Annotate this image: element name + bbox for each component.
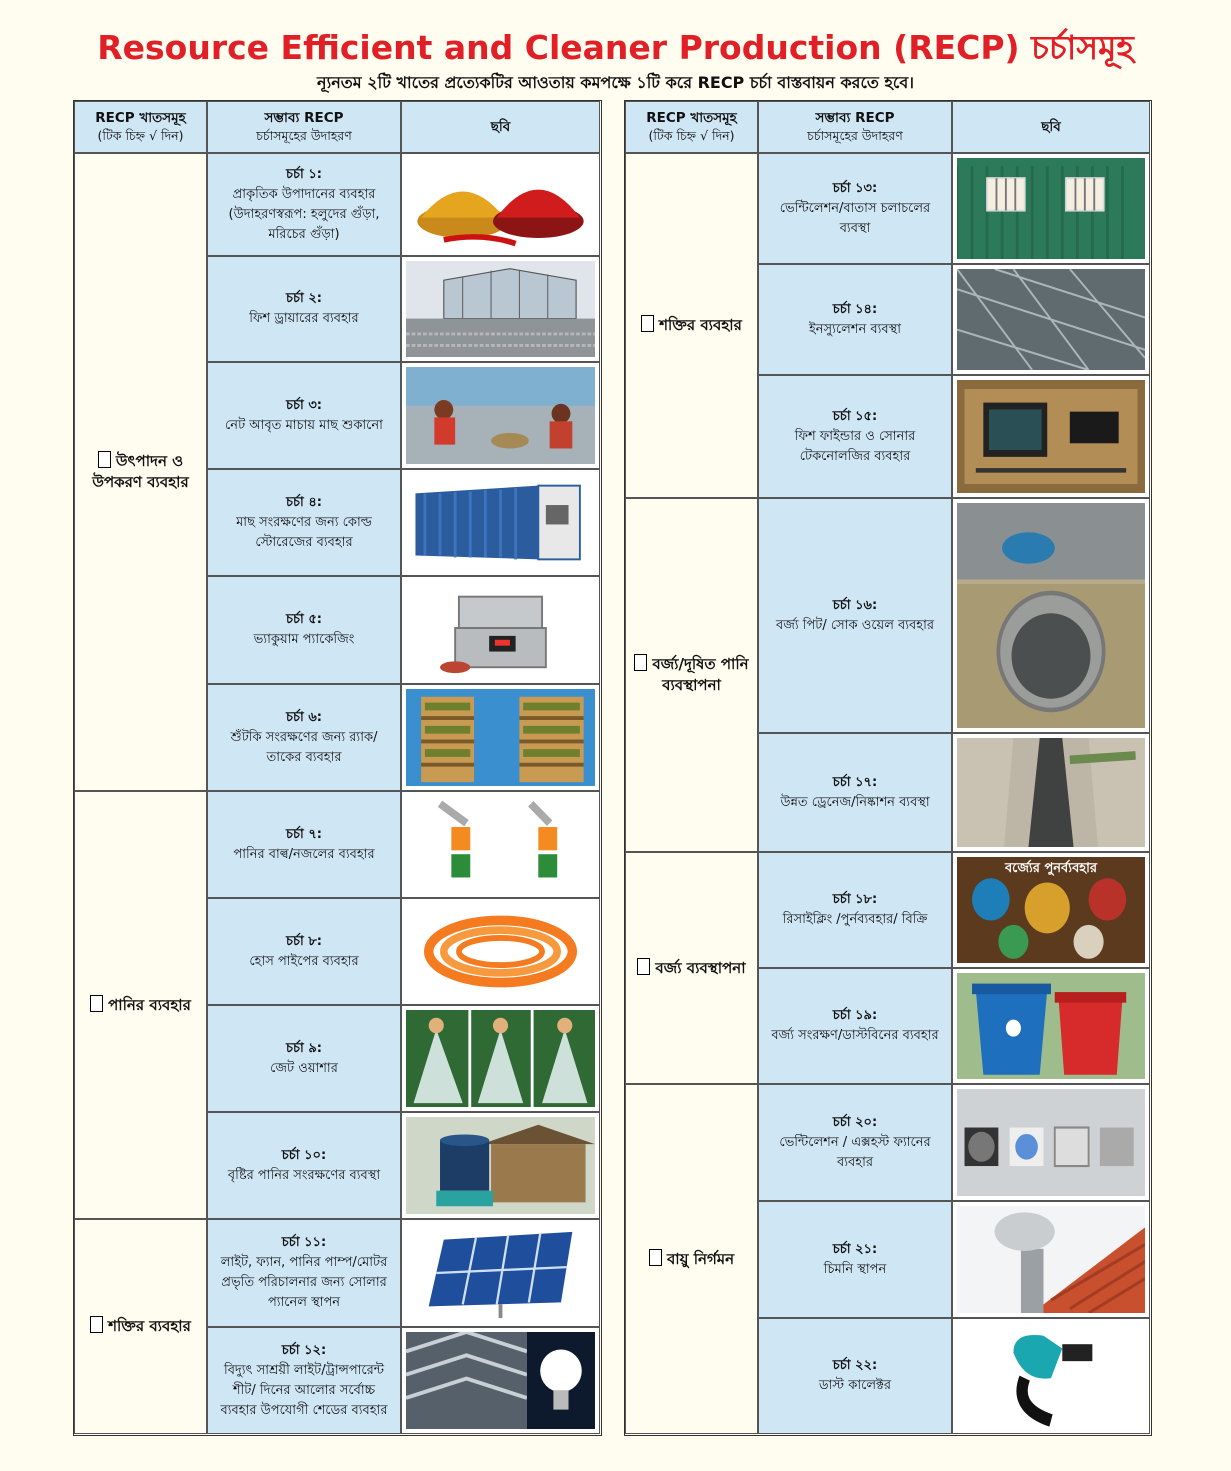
fish-dryer-image [401, 256, 600, 362]
chimney-image [952, 1201, 1150, 1318]
practice-cell [207, 1005, 401, 1112]
sector-cell-production [74, 153, 207, 791]
sector-header-title: RECP খাতসমূহ [646, 110, 737, 126]
practice-description: নেট আবৃত মাচায় মাছ শুকানো [225, 417, 383, 433]
solar-panel-image [401, 1219, 600, 1327]
practice-number: চর্চা ১৫: [832, 408, 878, 424]
practice-cell [207, 898, 401, 1005]
practice-cell [758, 1084, 952, 1201]
practice-cell [207, 153, 401, 256]
vacuum-packager-image [401, 576, 600, 684]
storage-rack-image [401, 684, 600, 791]
practice-description: জেট ওয়াশার [270, 1060, 338, 1076]
practice-number: চর্চা ১৮: [832, 892, 878, 907]
practice-number: চর্চা ২: [286, 291, 322, 306]
example-header-sub: চর্চাসমূহের উদাহরণ [256, 128, 352, 143]
practice-cell [207, 469, 401, 576]
practice-cell [207, 1219, 401, 1327]
sector-label: বর্জ্য ব্যবস্থাপনা [655, 958, 746, 977]
soak-well-image [952, 498, 1150, 733]
rain-water-tank-image [401, 1112, 600, 1219]
practice-description: বৃষ্টির পানির সংরক্ষণের ব্যবস্থা [227, 1167, 381, 1183]
practice-description: মাছ সংরক্ষণের জন্য কোল্ড স্টোরেজের ব্যবহার [236, 514, 372, 550]
sector-cell-water [74, 791, 207, 1219]
image-header [952, 101, 1150, 153]
practice-description: ভ্যাকুয়াম প্যাকেজিং [253, 632, 355, 647]
practice-description: ইনস্যুলেশন ব্যবস্থা [809, 321, 901, 337]
image-header [401, 101, 600, 153]
practice-cell [207, 576, 401, 684]
practice-description: হোস পাইপের ব্যবহার [249, 953, 359, 969]
practice-number: চর্চা ৮: [286, 933, 322, 949]
sector-label: বর্জ্য/দূষিত পানি ব্যবস্থাপনা [652, 655, 749, 694]
image-caption: বর্জ্যের পুনর্ব্যবহার [1004, 861, 1098, 876]
practice-cell [207, 256, 401, 362]
practice-cell [758, 1201, 952, 1318]
practice-description: লাইট, ফ্যান, পানির পাম্প/মোটর প্রভৃতি পরিচালনার জন্য সোলার প্যানেল স্থাপন [220, 1255, 388, 1310]
practice-number: চর্চা ৭: [286, 826, 322, 842]
cold-storage-image [401, 469, 600, 576]
practice-number: চর্চা ১৬: [832, 597, 878, 613]
practice-description: প্রাকৃতিক উপাদানের ব্যবহার (উদাহরণস্বরূপ: হলুদের গুঁড়া, মরিচের গুঁড়া) [228, 186, 380, 242]
practice-number: চর্চা ৫: [286, 612, 322, 627]
net-drying-image [401, 362, 600, 469]
practice-number: চর্চা ১৩: [832, 180, 878, 196]
practice-description: বর্জ্য সংরক্ষণ/ডাস্টবিনের ব্যবহার [771, 1028, 939, 1043]
example-header-title: সম্ভাব্য RECP [815, 110, 895, 126]
sector-label: উৎপাদন ও উপকরণ ব্যবহার [92, 452, 189, 491]
sector-label: শক্তির ব্যবহার [108, 1317, 191, 1335]
practice-cell [758, 264, 952, 375]
tick-checkbox[interactable] [637, 958, 650, 975]
practice-number: চর্চা ২২: [832, 1358, 878, 1373]
dust-collector-image [952, 1318, 1150, 1434]
practice-cell [207, 791, 401, 898]
hose-pipe-image [401, 898, 600, 1005]
tick-checkbox[interactable] [98, 451, 111, 468]
sector-header-sub: (টিক চিহ্ন √ দিন) [648, 128, 735, 143]
sector-cell-waste [625, 852, 758, 1084]
practice-number: চর্চা ১২: [281, 1342, 327, 1358]
practice-cell [207, 1327, 401, 1434]
practice-number: চর্চা ৪: [286, 494, 322, 510]
example-header-title: সম্ভাব্য RECP [264, 110, 344, 126]
practice-description: রিসাইক্লিং /পুর্নব্যবহার/ বিক্রি [782, 912, 928, 927]
practice-description: বিদ্যুৎ সাশ্রয়ী লাইট/ট্রান্সপারেন্ট শীট/ দিনের আলোর সর্বোচ্চ ব্যবহার উপযোগী শেডের ব্যবহার [220, 1362, 388, 1418]
insulation-roof-image [952, 264, 1150, 375]
right-recp-table [624, 100, 1152, 1436]
practice-description: বর্জ্য পিট/ সোক ওয়েল ব্যবহার [775, 617, 935, 633]
spice-powder-image [401, 153, 600, 256]
practice-cell [758, 968, 952, 1084]
practice-number: চর্চা ২১: [832, 1241, 878, 1257]
sector-header [74, 101, 207, 153]
jet-washer-image [401, 1005, 600, 1112]
ventilation-window-image [952, 153, 1150, 264]
practice-description: পানির বাল্ব/নজলের ব্যবহার [233, 846, 375, 862]
practice-cell [758, 498, 952, 733]
practice-cell [758, 852, 952, 968]
example-header [207, 101, 401, 153]
practice-cell [207, 684, 401, 791]
practice-description: ফিশ ড্রায়ারের ব্যবহার [249, 311, 359, 326]
practice-description: ভেন্টিলেশন / এক্সহস্ট ফ্যানের ব্যবহার [779, 1134, 931, 1170]
image-header-title: ছবি [490, 118, 511, 135]
practice-cell [758, 153, 952, 264]
sector-cell-energy [74, 1219, 207, 1434]
practice-cell [758, 1318, 952, 1434]
water-nozzle-image [401, 791, 600, 898]
practice-description: ভেন্টিলেশন/বাতাস চলাচলের ব্যবস্থা [779, 200, 931, 236]
sector-header-title: RECP খাতসমূহ [95, 110, 186, 126]
sector-label: শক্তির ব্যবহার [659, 316, 742, 334]
tick-checkbox[interactable] [90, 995, 103, 1012]
practice-number: চর্চা ১৪: [832, 301, 878, 317]
dustbin-image [952, 968, 1150, 1084]
practice-description: চিমনি স্থাপন [823, 1261, 887, 1277]
practice-number: চর্চা ১: [286, 166, 322, 182]
drainage-image [952, 733, 1150, 852]
exhaust-fan-image [952, 1084, 1150, 1201]
practice-number: চর্চা ১৯: [832, 1008, 878, 1023]
tick-checkbox[interactable] [634, 654, 647, 671]
practice-description: শুঁটকি সংরক্ষণের জন্য র‍্যাক/তাকের ব্যবহার [230, 729, 378, 765]
tick-checkbox[interactable] [641, 315, 654, 332]
example-header [758, 101, 952, 153]
tick-checkbox[interactable] [649, 1249, 662, 1266]
example-header-sub: চর্চাসমূহের উদাহরণ [807, 128, 903, 143]
page-title: Resource Efficient and Cleaner Production (RECP) চর্চাসমূহ [97, 28, 1134, 67]
practice-cell [758, 733, 952, 852]
sector-label: পানির ব্যবহার [108, 995, 191, 1014]
image-header-title: ছবি [1041, 118, 1061, 135]
practice-number: চর্চা ২০: [832, 1114, 878, 1130]
fish-finder-image [952, 375, 1150, 498]
sector-cell-energy [625, 153, 758, 498]
practice-number: চর্চা ৯: [286, 1040, 322, 1056]
practice-description: উন্নত ড্রেনেজ/নিষ্কাশন ব্যবস্থা [780, 794, 930, 810]
tick-checkbox[interactable] [90, 1316, 103, 1333]
practice-number: চর্চা ১১: [281, 1235, 327, 1250]
led-bulb-shed-image [401, 1327, 600, 1434]
sector-header-sub: (টিক চিহ্ন √ দিন) [97, 128, 184, 143]
recycling-image [952, 852, 1150, 968]
practice-cell [758, 375, 952, 498]
sector-cell-wastewater [625, 498, 758, 852]
practice-number: চর্চা ৩: [286, 397, 322, 413]
sector-label: বায়ু নির্গমন [666, 1249, 735, 1268]
practice-number: চর্চা ১৭: [832, 774, 878, 790]
page-subtitle: ন্যূনতম ২টি খাতের প্রত্যেকটির আওতায় কমপক্ষে ১টি করে RECP চর্চা বাস্তবায়ন করতে হবে। [317, 73, 914, 92]
practice-number: চর্চা ১০: [281, 1147, 327, 1163]
sector-cell-air-emission [625, 1084, 758, 1434]
practice-description: ডাস্ট কালেক্টর [818, 1378, 892, 1393]
practice-description: ফিশ ফাইন্ডার ও সোনার টেকনোলজির ব্যবহার [794, 428, 916, 464]
practice-cell [207, 362, 401, 469]
practice-cell [207, 1112, 401, 1219]
left-recp-table [73, 100, 602, 1436]
sector-header [625, 101, 758, 153]
practice-number: চর্চা ৬: [286, 709, 322, 725]
